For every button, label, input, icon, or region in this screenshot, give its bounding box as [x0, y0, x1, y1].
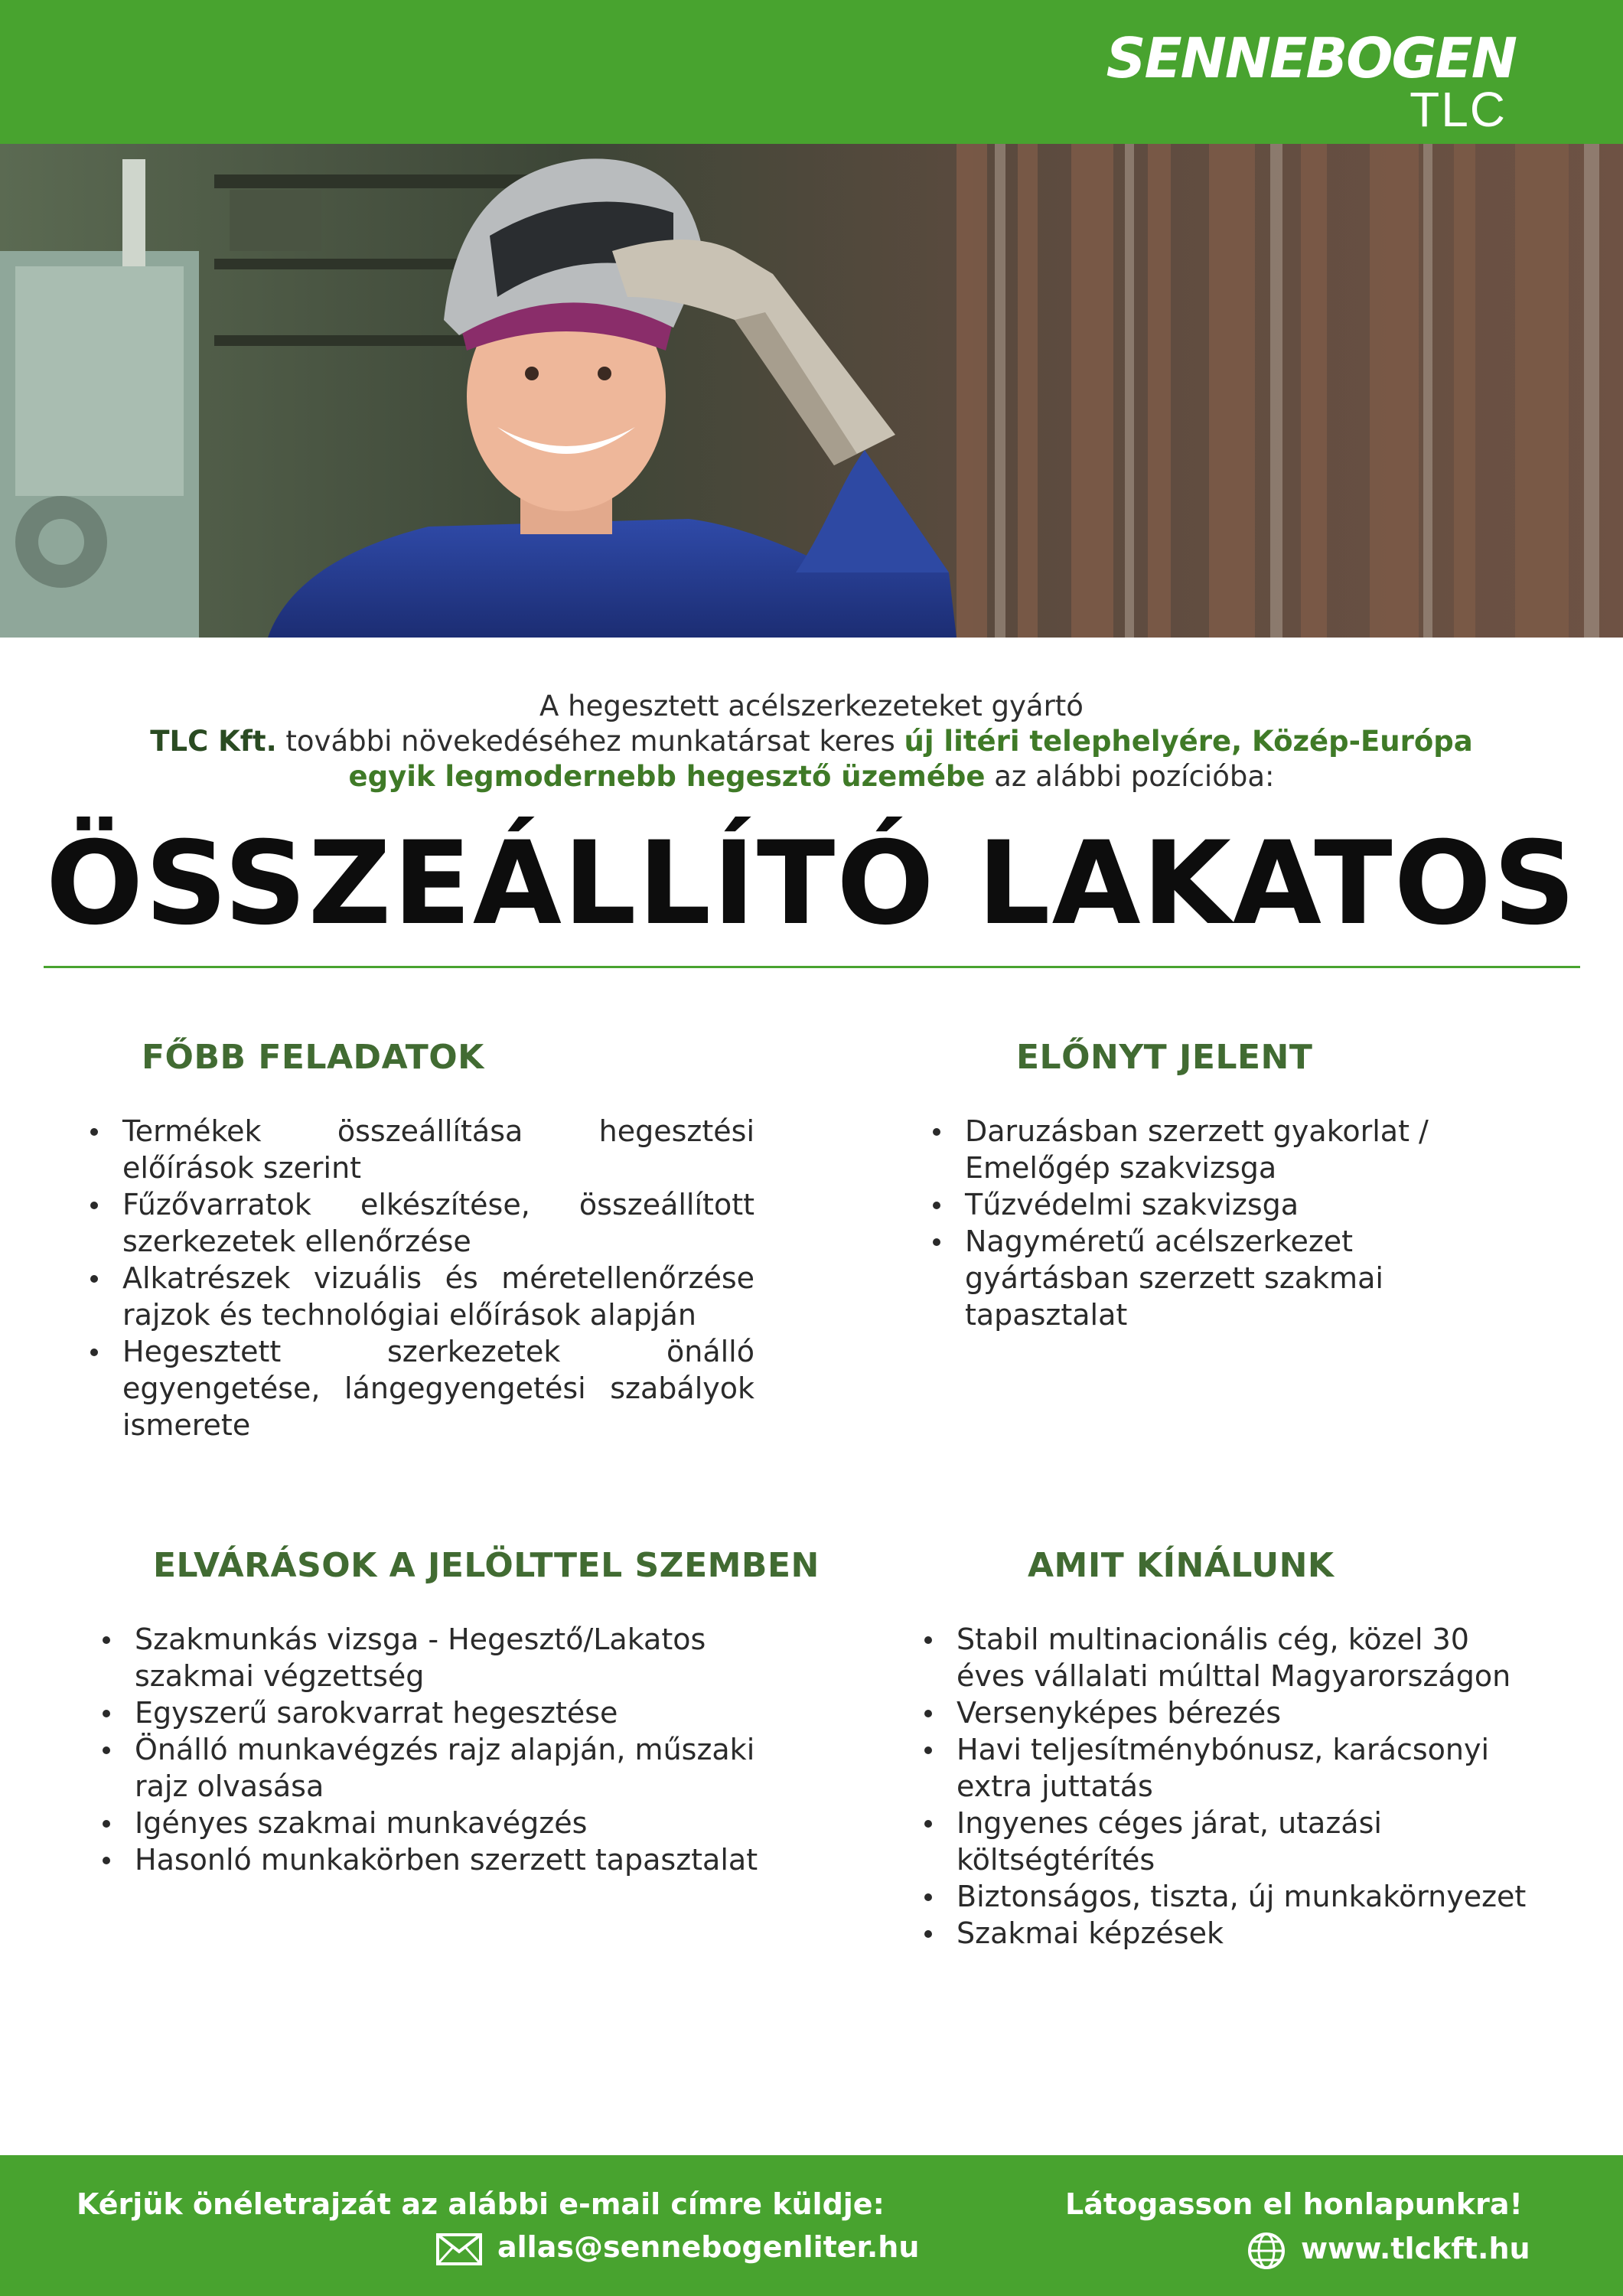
- intro-line-3: [77, 759, 1546, 794]
- hero-welder-photo: [0, 144, 1623, 638]
- intro-mid-text: további növekedéséhez munkatársat keres: [276, 725, 904, 758]
- list-item: Szakmai képzések: [920, 1915, 1532, 1952]
- section-title-requirements: ELVÁRÁSOK A JELÖLTTEL SZEMBEN: [153, 1546, 820, 1585]
- job-title: ÖSSZEÁLLÍTÓ LAKATOS: [45, 817, 1578, 951]
- intro-line-1: A hegesztett acélszerkezeteket gyártó: [539, 690, 1084, 722]
- list-item: Havi teljesítménybónusz, karácsonyi extra juttatás: [920, 1731, 1532, 1805]
- intro-highlight-1: új litéri telephelyére, Közép-Európa: [904, 725, 1473, 758]
- section-title-offer: AMIT KÍNÁLUNK: [1028, 1546, 1335, 1585]
- intro-highlight-2: egyik legmodernebb hegesztő üzemébe: [348, 760, 986, 793]
- email-link[interactable]: allas@sennebogenliter.hu: [497, 2230, 920, 2264]
- requirements-list: [98, 1621, 771, 1878]
- list-item: Tűzvédelmi szakvizsga: [928, 1186, 1464, 1223]
- list-item: Versenyképes bérezés: [920, 1694, 1532, 1731]
- section-title-advantages: ELŐNYT JELENT: [1016, 1038, 1313, 1077]
- intro-end-text: az alábbi pozícióba:: [985, 760, 1275, 793]
- logo-wordmark: SENNEBOGEN: [1106, 26, 1516, 90]
- section-title-tasks: FŐBB FELADATOK: [142, 1038, 484, 1077]
- list-item: Nagyméretű acélszerkezet gyártásban szerzett szakmai tapasztalat: [928, 1223, 1464, 1333]
- offer-list: [920, 1621, 1532, 1952]
- divider-line: [44, 966, 1580, 968]
- logo-subtitle: TLC: [1410, 82, 1507, 137]
- list-item: Szakmunkás vizsga - Hegesztő/Lakatos szakmai végzettség: [98, 1621, 771, 1694]
- intro-paragraph: [77, 689, 1546, 794]
- list-item: Alkatrészek vizuális és méretellenőrzése rajzok és technológiai előírások alapján: [86, 1260, 754, 1333]
- list-item: Önálló munkavégzés rajz alapján, műszaki rajz olvasása: [98, 1731, 771, 1805]
- footer-bar: [0, 2155, 1623, 2296]
- advantages-list: [928, 1113, 1464, 1333]
- list-item: Ingyenes céges járat, utazási költségtérítés: [920, 1805, 1532, 1878]
- tasks-list: [86, 1113, 754, 1443]
- company-logo: [1106, 26, 1516, 137]
- cv-instruction: Kérjük önéletrajzát az alábbi e-mail címre küldje:: [77, 2187, 885, 2221]
- globe-icon: [1247, 2232, 1286, 2273]
- intro-line-2: [77, 724, 1546, 759]
- list-item: Hegesztett szerkezetek önálló egyengetése, lángegyengetési szabályok ismerete: [86, 1333, 754, 1443]
- website-link[interactable]: www.tlckft.hu: [1301, 2232, 1530, 2265]
- list-item: Termékek összeállítása hegesztési előírások szerint: [86, 1113, 754, 1186]
- list-item: Fűzővarratok elkészítése, összeállított szerkezetek ellenőrzése: [86, 1186, 754, 1260]
- list-item: Hasonló munkakörben szerzett tapasztalat: [98, 1841, 771, 1878]
- list-item: Stabil multinacionális cég, közel 30 éves vállalati múlttal Magyarországon: [920, 1621, 1532, 1694]
- list-item: Egyszerű sarokvarrat hegesztése: [98, 1694, 771, 1731]
- list-item: Igényes szakmai munkavégzés: [98, 1805, 771, 1841]
- company-name: TLC Kft.: [150, 725, 277, 758]
- list-item: Biztonságos, tiszta, új munkakörnyezet: [920, 1878, 1532, 1915]
- envelope-icon: [436, 2233, 482, 2268]
- website-instruction: Látogasson el honlapunkra!: [1065, 2187, 1523, 2221]
- list-item: Daruzásban szerzett gyakorlat / Emelőgép szakvizsga: [928, 1113, 1464, 1186]
- header-bar: [0, 0, 1623, 144]
